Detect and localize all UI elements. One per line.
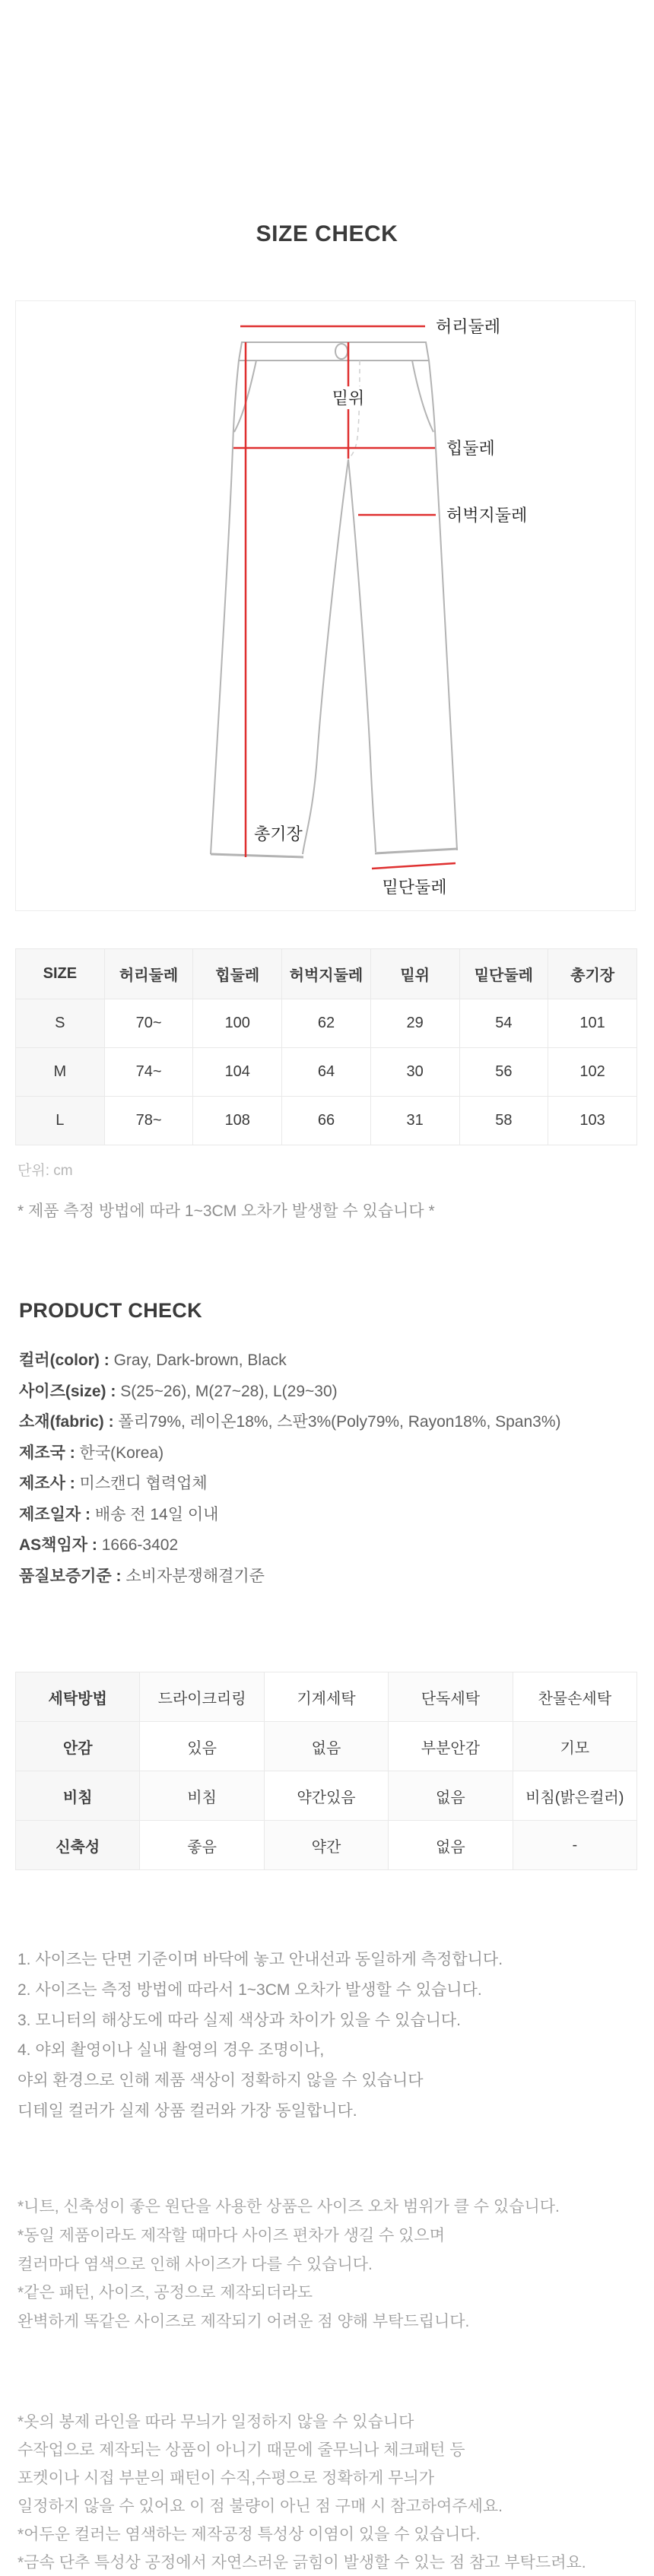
detail-label: 제조일자 : (19, 1506, 95, 1523)
hip-label: 힙둘레 (446, 439, 495, 458)
care-cell: 비침 (140, 1771, 264, 1821)
pants-outline (211, 342, 458, 857)
note-line: *니트, 신축성이 좋은 원단을 사용한 상품은 사이즈 오차 범위가 클 수 있습니다. (17, 2198, 560, 2215)
size-table-header: 힙둘레 (193, 949, 282, 999)
detail-value: 미스캔디 협력업체 (79, 1475, 208, 1492)
detail-row (19, 1377, 635, 1408)
size-cell: 31 (370, 1097, 459, 1145)
rise-label: 밑위 (332, 389, 365, 408)
care-cell: 없음 (389, 1821, 513, 1870)
size-cell: 103 (548, 1097, 637, 1145)
size-cell: 30 (370, 1048, 459, 1097)
fly-stitch-line (348, 361, 360, 459)
care-cell: 드라이크리링 (140, 1672, 264, 1722)
care-cell: 찬물손세탁 (513, 1672, 637, 1722)
hem-label: 밑단둘레 (382, 878, 447, 897)
size-cell: 58 (459, 1097, 548, 1145)
unit-note: 단위: cm (17, 1163, 73, 1179)
size-cell: 66 (282, 1097, 371, 1145)
care-cell: 없음 (264, 1722, 388, 1771)
size-row-label: S (16, 999, 105, 1048)
detail-row (19, 1469, 635, 1500)
care-row-label: 안감 (16, 1722, 140, 1771)
size-table-header: 밑단둘레 (459, 949, 548, 999)
detail-row (19, 1530, 635, 1561)
size-cell: 54 (459, 999, 548, 1048)
detail-row (19, 1561, 635, 1593)
length-label: 총기장 (254, 824, 303, 843)
care-table (15, 1672, 637, 1870)
detail-value: 한국(Korea) (79, 1444, 164, 1462)
size-cell: 56 (459, 1048, 548, 1097)
size-table-row (16, 999, 637, 1048)
size-table-header: 밑위 (370, 949, 459, 999)
size-table-row (16, 1048, 637, 1097)
care-table-row (16, 1821, 637, 1870)
care-table-row (16, 1722, 637, 1771)
note-line: *어두운 컬러는 염색하는 제작공정 특성상 이염이 있을 수 있습니다. (17, 2526, 481, 2543)
measurement-notes (17, 1945, 637, 2127)
note-line: 디테일 컬러가 실제 상품 컬러와 가장 동일합니다. (17, 2101, 357, 2120)
detail-row (19, 1438, 635, 1469)
care-table-row (16, 1771, 637, 1821)
pants-diagram-box (15, 300, 636, 911)
care-cell: 부분안감 (389, 1722, 513, 1771)
care-cell: 기계세탁 (264, 1672, 388, 1722)
size-row-label: M (16, 1048, 105, 1097)
note-line: 야외 환경으로 인해 제품 색상이 정확하지 않을 수 있습니다 (17, 2072, 424, 2090)
note-line: 4. 야외 촬영이나 실내 촬영의 경우 조명이나, (17, 2041, 325, 2060)
detail-label: 제조국 : (19, 1444, 80, 1462)
detail-label: AS책임자 : (19, 1536, 102, 1554)
note-line: 수작업으로 제작되는 상품이 아니기 때문에 줄무늬나 체크패턴 등 (17, 2441, 465, 2459)
detail-value: 1666-3402 (101, 1536, 179, 1554)
size-cell: 104 (193, 1048, 282, 1097)
note-line: 일정하지 않을 수 있어요 이 점 불량이 아닌 점 구매 시 참고하여주세요. (17, 2498, 503, 2515)
care-cell: 약간 (264, 1821, 388, 1870)
care-cell: - (513, 1821, 637, 1870)
care-row-label: 비침 (16, 1771, 140, 1821)
note-line: 1. 사이즈는 단면 기준이며 바닥에 놓고 안내선과 동일하게 측정합니다. (17, 1951, 503, 1968)
care-cell: 기모 (513, 1722, 637, 1771)
detail-row (19, 1407, 635, 1438)
detail-label: 제조사 : (19, 1475, 80, 1492)
note-line: 포켓이나 시접 부분의 패턴이 수직,수평으로 정확하게 무늬가 (17, 2470, 434, 2487)
care-row-label: 신축성 (16, 1821, 140, 1870)
note-line: 2. 사이즈는 측정 방법에 따라서 1~3CM 오차가 발생할 수 있습니다. (17, 1980, 482, 1999)
care-cell: 있음 (140, 1722, 264, 1771)
care-cell: 없음 (389, 1771, 513, 1821)
size-table-header: 허벅지둘레 (282, 949, 371, 999)
size-cell: 108 (193, 1097, 282, 1145)
production-notes (17, 2193, 637, 2336)
thigh-label: 허벅지둘레 (446, 506, 528, 525)
care-row-label: 세탁방법 (16, 1672, 140, 1722)
detail-value: 폴리79%, 레이온18%, 스판3%(Poly79%, Rayon18%, Span3%) (118, 1413, 561, 1431)
size-table-header: 총기장 (548, 949, 637, 999)
detail-value: 소비자분쟁해결기준 (125, 1567, 265, 1585)
waist-button (335, 344, 348, 359)
pants-measurement-diagram (16, 301, 635, 910)
note-line: 컬러마다 염색으로 인해 사이즈가 다를 수 있습니다. (17, 2255, 373, 2273)
note-line: 완벽하게 똑같은 사이즈로 제작되기 어려운 점 양해 부탁드립니다. (17, 2313, 470, 2331)
size-cell: 62 (282, 999, 371, 1048)
note-line: *같은 패턴, 사이즈, 공정으로 제작되더라도 (17, 2284, 313, 2302)
detail-value: Gray, Dark-brown, Black (113, 1352, 287, 1369)
pattern-notes (17, 2408, 637, 2576)
detail-row (19, 1500, 635, 1531)
note-line: *옷의 봉제 라인을 따라 무늬가 일정하지 않을 수 있습니다 (17, 2413, 414, 2431)
care-cell: 좋음 (140, 1821, 264, 1870)
detail-label: 사이즈(size) : (19, 1383, 120, 1400)
size-cell: 78~ (104, 1097, 193, 1145)
product-details-list (19, 1345, 635, 1592)
size-table (15, 948, 637, 1145)
size-table-header: SIZE (16, 949, 105, 999)
size-cell: 29 (370, 999, 459, 1048)
care-cell: 단독세탁 (389, 1672, 513, 1722)
size-cell: 101 (548, 999, 637, 1048)
size-cell: 74~ (104, 1048, 193, 1097)
note-line: 3. 모니터의 해상도에 따라 실제 색상과 차이가 있을 수 있습니다. (17, 2011, 462, 2029)
care-table-row (16, 1672, 637, 1722)
waist-label: 허리둘레 (436, 317, 501, 336)
detail-value: S(25~26), M(27~28), L(29~30) (120, 1382, 338, 1400)
size-cell: 100 (193, 999, 282, 1048)
tolerance-note: * 제품 측정 방법에 따라 1~3CM 오차가 발생할 수 있습니다 * (17, 1202, 435, 1220)
detail-label: 컬러(color) : (19, 1352, 114, 1369)
size-cell: 70~ (104, 999, 193, 1048)
size-cell: 102 (548, 1048, 637, 1097)
product-check-title: PRODUCT CHECK (19, 1299, 202, 1322)
size-table-row (16, 1097, 637, 1145)
size-row-label: L (16, 1097, 105, 1145)
detail-label: 소재(fabric) : (19, 1413, 118, 1431)
hem-measure-line (372, 863, 456, 869)
size-table-header-row (16, 949, 637, 999)
note-line: *동일 제품이라도 제작할 때마다 사이즈 편차가 생길 수 있으며 (17, 2226, 445, 2244)
note-line: *금속 단추 특성상 공정에서 자연스러운 긁힘이 발생할 수 있는 점 참고 부탁드려요. (17, 2554, 586, 2571)
size-cell: 64 (282, 1048, 371, 1097)
detail-row (19, 1345, 635, 1377)
care-cell: 비침(밝은컬러) (513, 1771, 637, 1821)
care-cell: 약간있음 (264, 1771, 388, 1821)
detail-label: 품질보증기준 : (19, 1568, 125, 1585)
size-table-header: 허리둘레 (104, 949, 193, 999)
detail-value: 배송 전 14일 이내 (94, 1505, 219, 1523)
size-check-title: SIZE CHECK (256, 221, 398, 246)
